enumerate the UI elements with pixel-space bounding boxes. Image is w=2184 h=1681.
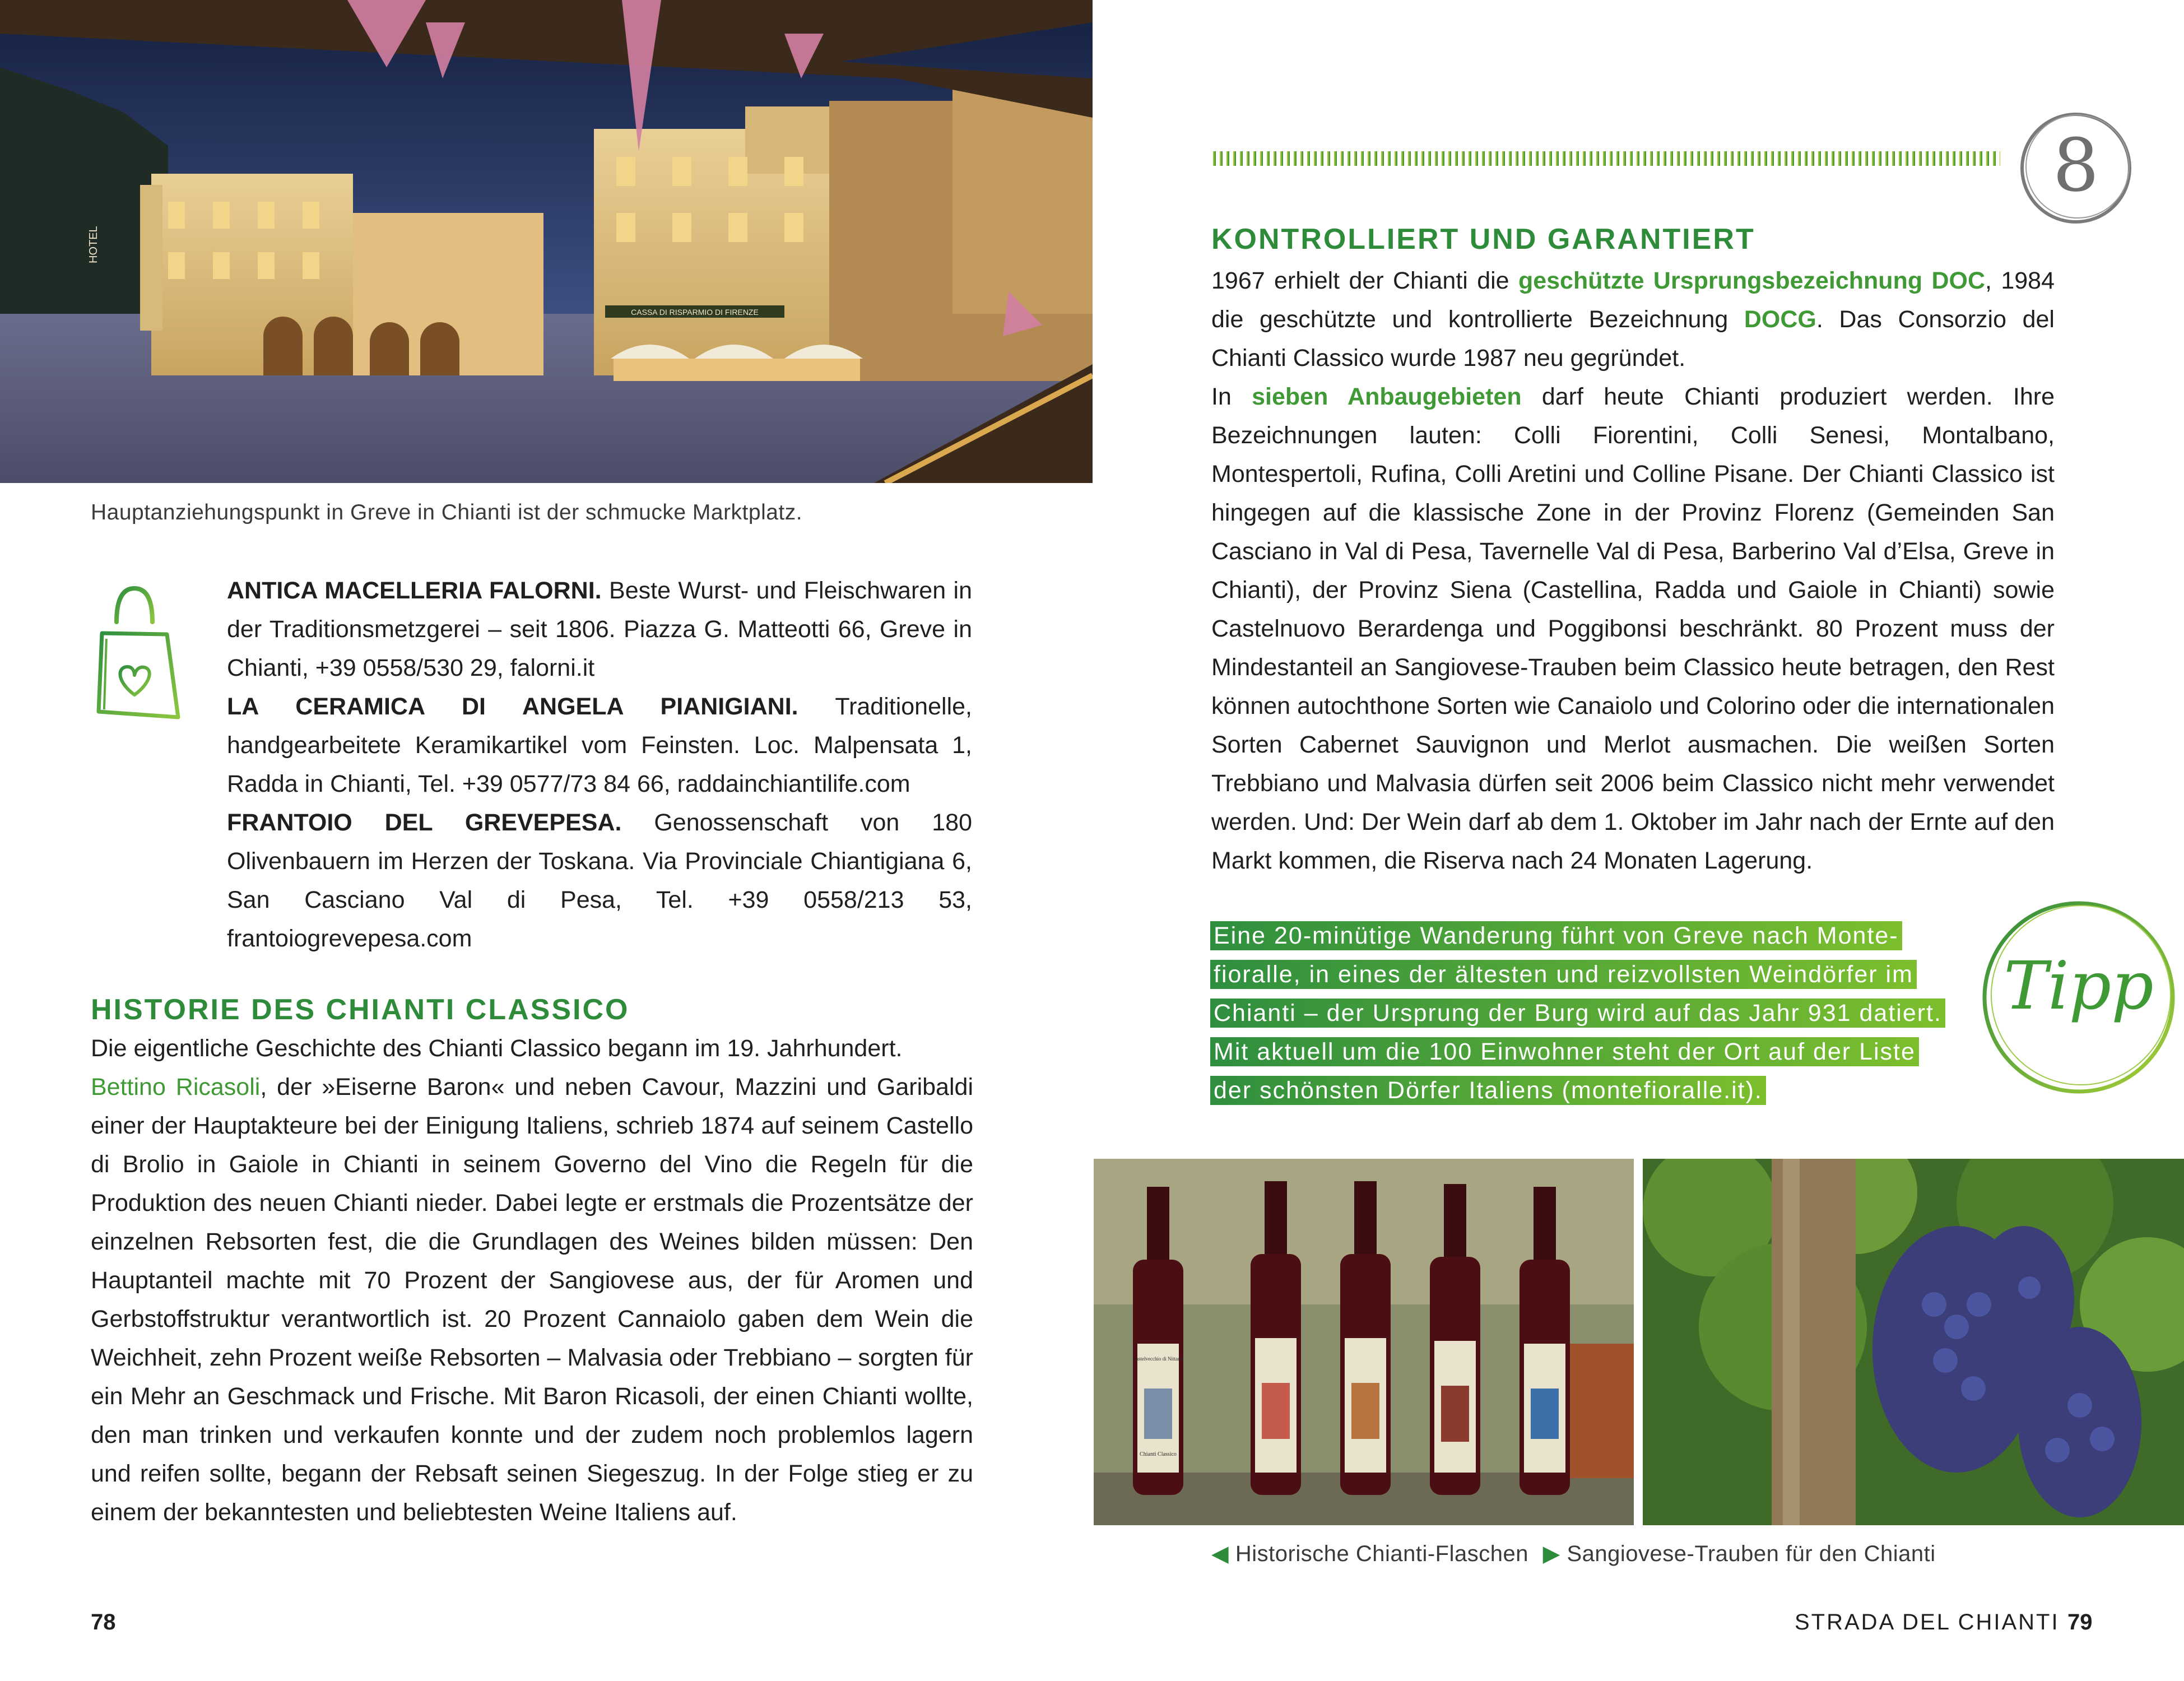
dotted-rule [1213,151,2000,166]
history-heading: HISTORIE DES CHIANTI CLASSICO [91,993,630,1026]
tip-line: Chianti – der Ursprung der Burg wird auf das Jahr 931 datiert. [1210,999,1945,1028]
hotel-sign: HOTEL [87,226,100,263]
tip-line: fioralle, in eines der ältesten und reizvollsten Weindörfer im [1210,960,1917,989]
greve-square-photo [0,0,1093,483]
tip-line: Mit aktuell um die 100 Einwohner steht der Ort auf der Liste [1210,1037,1919,1066]
caption-bottles: Historische Chianti-Flaschen [1235,1541,1528,1566]
tipp-label: Tipp [2004,947,2154,1024]
history-intro: Die eigentliche Geschichte des Chianti Classico begann im 19. Jahrhundert. [91,1035,903,1062]
tip-line: Eine 20-minütige Wanderung führt von Greve nach Monte- [1210,921,1902,950]
shop-name: FRANTOIO DEL GREVEPESA. [227,809,622,836]
running-footer-title: STRADA DEL CHIANTI [1795,1610,2060,1634]
bottom-captions [1211,1541,1936,1567]
shop-list [227,572,972,958]
doc-text-part: , 1984 die geschützte und kontrollierte Bezeichnung [1211,267,2055,333]
ricasoli-highlight: Bettino Ricasoli [91,1074,261,1100]
shop-entry [227,688,972,804]
doc-highlight: geschützte Ursprungsbezeichnung DOC [1518,267,1986,294]
doc-text-part: darf heute Chianti produziert werden. Ihre Bezeichnungen lauten: Colli Fiorentini, Colli Senesi, Montalbano, Montespertoli, Rufina, Colli Aretini und Colline Pisane. Der Chianti Classico ist hingegen auf die klassische Zone in der Provinz Florenz (Gemeinden San Casciano in Val di Pesa, Tavernelle Val di Pesa, Barberino Val d’Elsa, Greve in Chianti), der Provinz Siena (Castellina, Radda und Gaiole in Chianti) sowie Castelnuovo Berardenga und Poggibonsi beschränkt. 80 Prozent muss der Mindestanteil an Sangiovese-Trauben beim Classico heute betragen, den Rest können autochthone Sorten wie Canaiolo und Colorino oder die internationalen Sorten Cabernet Sauvignon und Merlot ausmachen. Die weißen Sorten Trebbiano und Malvasia dürfen seit 2006 beim Classico nicht mehr verwendet werden. Und: Der Wein darf ab dem 1. Oktober im Jahr nach der Ernte auf den Markt kommen, die Riserva nach 24 Monaten Lagerung. [1211,383,2055,874]
grapes-photo [1643,1159,2184,1525]
tip-line: der schönsten Dörfer Italiens (montefioralle.it). [1210,1076,1766,1105]
shop-description: Beste Wurst- und Fleischwaren in der Traditionsmetzgerei – seit 1806. Piazza G. Matteotti 66, Greve in Chianti, +39 0558/530 29, falorni.it [227,577,972,681]
docg-highlight: DOCG [1744,306,1816,333]
shop-description: Genossenschaft von 180 Olivenbauern im Herzen der Toskana. Via Provinciale Chiantigiana 6, San Casciano Val di Pesa, Tel. +39 0558/213 53, frantoiogrevepesa.com [227,809,972,952]
doc-text-part: In [1211,383,1252,410]
right-triangle-icon: ▶ [1542,1541,1560,1566]
chapter-number: 8 [2052,123,2099,208]
photo-caption: Hauptanziehungspunkt in Greve in Chianti ist der schmucke Marktplatz. [91,500,803,524]
doc-text [1211,262,2055,880]
bank-sign: CASSA DI RISPARMIO DI FIRENZE [631,308,759,317]
shop-entry [227,572,972,688]
regions-highlight: sieben Anbaugebieten [1252,383,1522,410]
doc-text-part: . Das Consorzio del Chianti Classico wurde 1987 neu gegründet. [1211,306,2055,372]
left-triangle-icon: ◀ [1211,1541,1229,1566]
wine-bottles-photo [1094,1159,1634,1525]
shop-name: ANTICA MACELLERIA FALORNI. [227,577,602,604]
tip-box [1210,917,2011,1110]
doc-heading: KONTROLLIERT UND GARANTIERT [1211,223,1755,256]
shop-name: LA CERAMICA DI ANGELA PIANIGIANI. [227,693,798,720]
caption-grapes: Sangiovese-Trauben für den Chianti [1567,1541,1936,1566]
bottle-label-brand: Castelvecchio di Nittardi [1133,1356,1183,1362]
bottle-label-name: Chianti Classico [1140,1451,1177,1457]
page-number-right: 79 [2067,1610,2093,1634]
history-text [91,1029,973,1532]
page-number-left: 78 [91,1610,116,1634]
shop-entry [227,804,972,958]
shop-description: Traditionelle, handgearbeitete Keramikartikel vom Feinsten. Loc. Malpensata 1, Radda in Chianti, Tel. +39 0577/73 84 66, raddainchiantilife.com [227,693,972,797]
shopping-bag-heart-icon [84,583,185,723]
history-body: , der »Eiserne Baron« und neben Cavour, Mazzini und Garibaldi einer der Hauptakteure bei der Einigung Italiens, schrieb 1874 auf seinem Castello di Brolio in Gaiole in Chianti in seinem Governo del Vino die Regeln für die Produktion des neuen Chianti nieder. Dabei legte er erstmals die Prozentsätze der einzelnen Rebsorten fest, die die Grundlagen des Weines bilden müssen: Den Hauptanteil machte mit 70 Prozent der Sangiovese aus, der für Aromen und Gerbstoffstruktur verantwortlich ist. 20 Prozent Cannaiolo gaben dem Wein die Weichheit, zehn Prozent weiße Rebsorten – Malvasia oder Trebbiano – sorgten für ein Mehr an Geschmack und Frische. Mit Baron Ricasoli, der einen Chianti wollte, den man trinken und verkaufen konnte und der zudem noch problemlos lagern und reifen sollte, begann der Rebsaft seinen Siegeszug. In der Folge stieg er zu einem der bekanntesten und beliebtesten Weine Italiens auf. [91,1074,973,1526]
doc-text-part: 1967 erhielt der Chianti die [1211,267,1518,294]
